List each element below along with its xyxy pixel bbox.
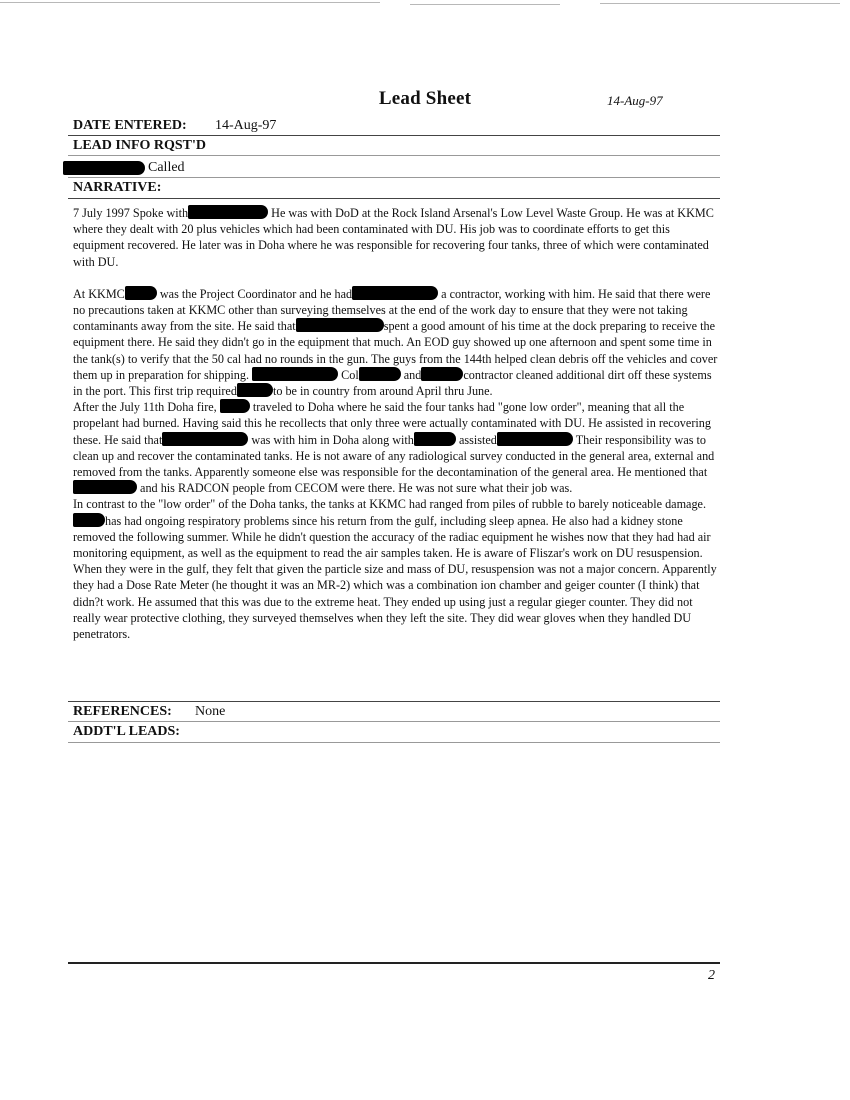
divider-rule <box>68 135 720 136</box>
footer-rule <box>68 962 720 964</box>
narrative-text: In contrast to the "low order" of the Doha tanks, the tanks at KKMC had ranged from piles of rubble to barely noticeable damage. <box>73 497 707 512</box>
narrative-paragraph <box>73 496 720 642</box>
narrative-text: At KKMC <box>73 286 125 301</box>
divider-rule <box>68 155 720 156</box>
redaction-mark <box>497 432 573 446</box>
redaction-mark <box>359 367 401 381</box>
narrative-text: a contractor, working with him. He said that there were no precautions taken at KKMC other than surveying themselves at the end of the work day to ensure that they were not taking contaminants away from the site. He said that <box>73 286 711 334</box>
scan-artifact-line <box>600 3 840 4</box>
divider-rule <box>68 742 720 743</box>
narrative-text: Col <box>341 367 359 382</box>
divider-rule <box>68 721 720 722</box>
date-entered-value: 14-Aug-97 <box>215 118 277 133</box>
divider-rule <box>68 198 720 199</box>
redaction-mark <box>188 205 268 219</box>
narrative-text: to be in country from around April thru June. <box>272 384 493 399</box>
narrative-text: and his RADCON people from CECOM were there. He was not sure what their job was. <box>140 481 573 496</box>
redaction-mark <box>237 383 273 397</box>
divider-rule <box>68 177 720 178</box>
page-number: 2 <box>708 968 715 983</box>
narrative-text: He was with DoD at the Rock Island Arsenal's Low Level Waste Group. He was at KKMC where they dealt with 20 plus vehicles which had been contaminated with DU. His job was to coordinate efforts to get this equipment recovered. He later was in Doha where he was responsible for recovering four tanks, three of which were contaminated with DU. <box>73 206 714 269</box>
narrative-text: has had ongoing respiratory problems since his return from the gulf, including sleep apnea. He also had a kidney stone removed the following summer. While he didn't question the accuracy of the radiac equipment he wishes now that they had had air monitoring equipment, as well as the equipment to read the air samples taken. He is aware of Fliszar's work on DU resuspension. When they were in the gulf, they felt that given the particle size and mass of DU, resuspension was not a major concern. Apparently they had a Dose Rate Meter (he thought it was an MR-2) which was a combination ion chamber and geiger counter (I think) that didn?t work. He assumed that this was due to the extreme heat. They ended up using just a regular gieger counter. They did not really wear protective clothing, they surveyed themselves when they left the site. They did wear gloves when they handled DU penetrators. <box>73 513 717 642</box>
narrative-text: and <box>403 367 422 382</box>
redaction-mark <box>73 513 105 527</box>
lead-info-label: LEAD INFO RQST'D <box>73 138 207 153</box>
caller-line <box>63 160 185 176</box>
narrative-label: NARRATIVE: <box>73 180 162 195</box>
narrative-paragraph <box>73 205 720 270</box>
redaction-mark <box>421 367 463 381</box>
narrative-text: was with him in Doha along with <box>251 432 414 447</box>
narrative-text: After the July 11th Doha fire, <box>73 400 217 415</box>
scan-artifact-line <box>410 4 560 5</box>
redaction-mark <box>63 161 145 175</box>
page-title: Lead Sheet <box>378 88 472 109</box>
narrative-paragraph <box>73 286 720 399</box>
narrative-text: spent a good amount of his time at the dock preparing to receive the equipment there. He said they didn't go in the equipment that much. An EOD guy showed up one afternoon and spent some time in the tank(s) to verify that the 50 cal had no rounds in the gun. The guys from the 144th helped clean debris off the vehicles and cover them up in preparation for shipping. <box>73 319 718 382</box>
narrative-text: 7 July 1997 Spoke with <box>73 206 189 220</box>
redaction-mark <box>252 367 338 381</box>
references-value: None <box>195 704 226 719</box>
narrative-text: contractor cleaned additional dirt off these systems in the port. This first trip required <box>73 367 712 399</box>
redaction-mark <box>125 286 157 300</box>
caller-suffix: Called <box>148 160 185 175</box>
narrative-body <box>73 205 720 642</box>
redaction-mark <box>296 318 384 332</box>
references-label: REFERENCES: <box>73 704 172 719</box>
narrative-paragraph <box>73 399 720 496</box>
scan-artifact-line <box>0 2 380 3</box>
addtl-leads-label: ADDT'L LEADS: <box>73 724 180 739</box>
narrative-text: assisted <box>458 432 497 447</box>
redaction-mark <box>414 432 456 446</box>
redaction-mark <box>220 399 250 413</box>
date-entered-label: DATE ENTERED: <box>73 118 187 133</box>
narrative-text: traveled to Doha where he said the four tanks had "gone low order", meaning that all the propelant had burned. Having said this he recollects that only three were actually contaminated with DU. He assisted in recovering these. He said that <box>73 400 711 447</box>
narrative-text: was the Project Coordinator and he had <box>159 286 353 301</box>
redaction-mark <box>352 286 438 300</box>
redaction-mark <box>162 432 248 446</box>
divider-rule <box>68 701 720 702</box>
header-date: 14-Aug-97 <box>607 93 663 108</box>
redaction-mark <box>73 480 137 494</box>
narrative-text: Their responsibility was to clean up and recover the contaminated tanks. He is not aware of any radiological survey conducted in the general area, external and removed from the tanks. Apparently someone else was responsible for the decontamination of the general area. He mentioned that <box>73 432 715 480</box>
